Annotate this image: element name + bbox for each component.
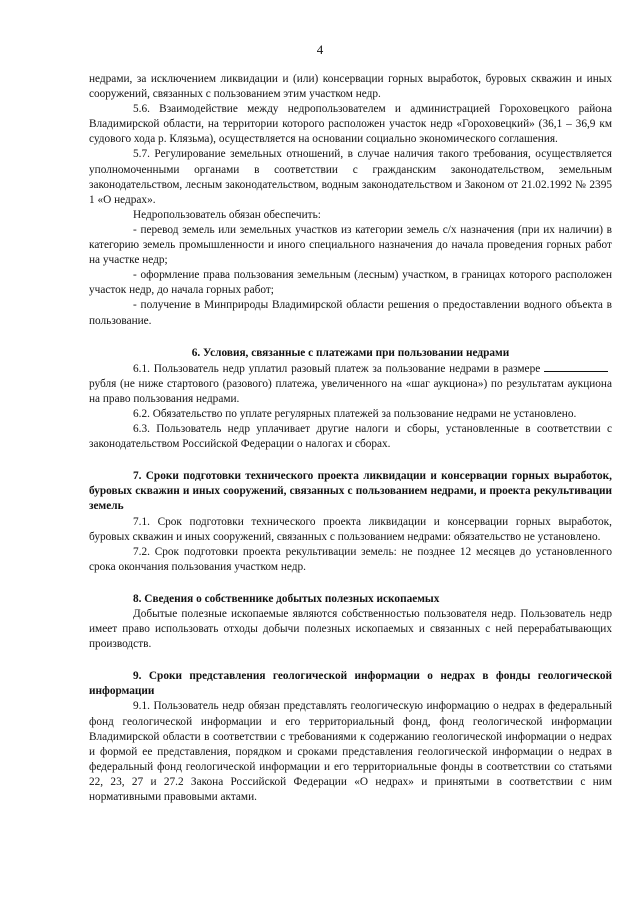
document-body (89, 72, 612, 805)
paragraph-5-7: 5.7. Регулирование земельных отношений, в случае наличия такого требования, осуществляется уполномоченными органами в соответствии с гражданским законодательством, земельным законодательством, лесным законодательством, водным законодательством и Законом от 21.02.1992 № 2395 1 «О недрах». (89, 148, 612, 206)
page-number: 4 (316, 42, 324, 57)
paragraph-6-1-start: 6.1. Пользователь недр уплатил разовый платеж за пользование недрами в размере (133, 362, 541, 375)
paragraph-9-1: 9.1. Пользователь недр обязан представлять геологическую информацию о недрах в федеральный фонд геологической информации и его территориальный фонд, фонд геологической информации Владимирской области в соответствии с требованиями к содержанию геологической информации о недрах и формой ее представления, порядком и сроками представления геологической информации о недрах в федеральный фонд геологической информации и его территориальные фонды в соответствии со статьями 22, 23, 27 и 27.2 Закона Российской Федерации «О недрах» и принятыми в соответствии с ним нормативными правовыми актами. (89, 700, 612, 804)
paragraph-6-1-end: рубля (не ниже стартового (разового) платежа, увеличенного на «шаг аукциона») по результатам аукциона на право пользования недрами. (89, 377, 612, 405)
section-7-heading: 7. Сроки подготовки технического проекта ликвидации и консервации горных выработок, буровых скважин и иных сооружений, связанных с пользованием недрами, и проекта рекультивации земель (89, 470, 612, 513)
list-item-land-rights: - оформление права пользования земельным (лесным) участком, в границах которого расположен участок недр, до начала горных работ; (89, 269, 612, 297)
paragraph-5-6: 5.6. Взаимодействие между недропользователем и администрацией Гороховецкого района Владимирской области, на территории которого расположен участок недр «Гороховецкий» (36,1 – 36,9 км судового хода р. Клязьма), осуществляется на основании социально экономического соглашения. (89, 103, 612, 146)
paragraph-6-3: 6.3. Пользователь недр уплачивает другие налоги и сборы, установленные в соответствии с законодательством Российской Федерации о налогах и сборах. (89, 423, 612, 451)
section-9-heading: 9. Сроки представления геологической информации о недрах в фонды геологической информации (89, 670, 612, 698)
list-item-water-object: - получение в Минприроды Владимирской области решения о предоставлении водного объекта в пользование. (89, 299, 612, 327)
section-8-heading: 8. Сведения о собственнике добытых полезных ископаемых (133, 592, 440, 605)
paragraph-7-1: 7.1. Срок подготовки технического проекта ликвидации и консервации горных выработок, буровых скважин и иных сооружений, связанных с пользованием недрами: обязательство не установлено. (89, 515, 612, 543)
paragraph-6-1 (89, 361, 612, 407)
paragraph-continuation: недрами, за исключением ликвидации и (или) консервации горных выработок, буровых скважин и иных сооружений, связанных с пользованием этим участком недр. (89, 73, 612, 101)
paragraph-obliged: Недропользователь обязан обеспечить: (133, 208, 321, 221)
section-6-heading: 6. Условия, связанные с платежами при пользовании недрами (191, 346, 510, 359)
paragraph-8: Добытые полезные ископаемые являются собственностью пользователя недр. Пользователь недр имеет право использовать отходы добычи полезных ископаемых и связанных с ней перерабатывающих производств. (89, 608, 612, 651)
amount-blank-line (544, 361, 608, 372)
paragraph-6-2: 6.2. Обязательство по уплате регулярных платежей за пользование недрами не установлено. (133, 407, 577, 420)
paragraph-7-2: 7.2. Срок подготовки проекта рекультивации земель: не позднее 12 месяцев до установленного срока окончания пользования участком недр. (89, 545, 612, 573)
list-item-land-conversion: - перевод земель или земельных участков из категории земель с/х назначения (при их наличии) в категорию земель промышленности и иного специального назначения до начала проведения горных работ на участке недр; (89, 223, 612, 267)
